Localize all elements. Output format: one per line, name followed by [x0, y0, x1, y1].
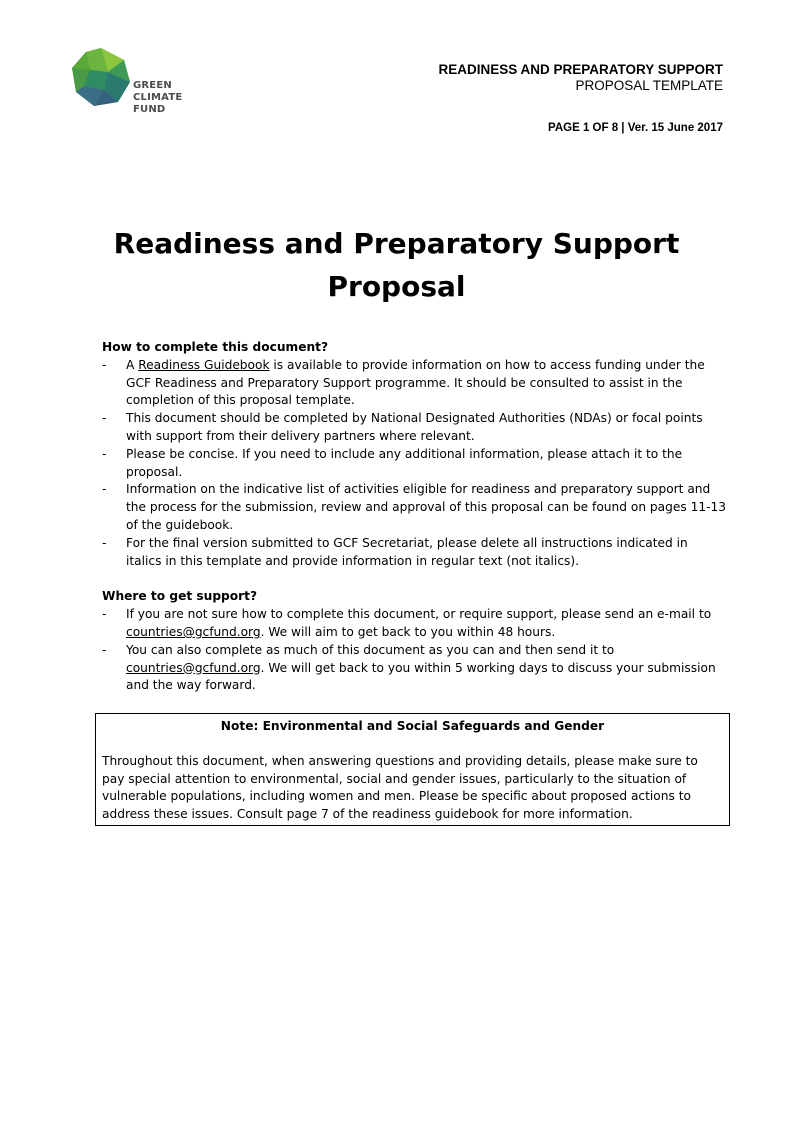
list-item	[102, 357, 726, 410]
item-text: This document should be completed by National Designated Authorities (NDAs) or focal points with support from their delivery partners where relevant.	[126, 411, 703, 443]
list-item	[102, 606, 726, 642]
item-text: . We will get back to you within 5 working days to discuss your submission and the way forward.	[126, 660, 716, 693]
list-item	[102, 446, 726, 482]
logo-wordmark: GREEN CLIMATE FUND	[133, 80, 183, 115]
item-text: A	[126, 357, 139, 372]
list-item	[102, 642, 726, 695]
instructions	[102, 339, 726, 695]
item-text: Please be concise. If you need to include any additional information, please attach it to the proposal.	[126, 446, 683, 479]
page-info: PAGE 1 OF 8 | Ver. 15 June 2017	[548, 122, 723, 134]
gcf-logo	[70, 46, 190, 122]
bullet-dash: -	[102, 357, 107, 372]
how-to-heading: How to complete this document?	[102, 340, 329, 354]
list-item	[102, 481, 726, 534]
bullet-dash: -	[102, 411, 107, 426]
support-heading: Where to get support?	[102, 589, 258, 604]
note-body: Throughout this document, when answering questions and providing details, please make sure to pay special attention to environmental, social and gender issues, particularly to the situation of vulnerable populations, including women and men. Please be specific about proposed actions to address these issues. Consult page 7 of the readiness guidebook for more information.	[102, 753, 698, 822]
bullet-dash: -	[102, 482, 107, 497]
note-box	[95, 713, 730, 826]
globe-logo-icon	[70, 46, 132, 108]
list-item	[102, 410, 726, 446]
bullet-dash: -	[102, 446, 107, 461]
item-text: is available to provide information on how to access funding under the GCF Readiness and Preparatory Support programme. It should be consulted to assist in the completion of this proposal template.	[126, 357, 705, 408]
document-title	[0, 222, 793, 308]
note-title: Note: Environmental and Social Safeguards and Gender	[220, 719, 605, 733]
item-text: If you are not sure how to complete this document, or require support, please send an e-mail to	[126, 607, 712, 622]
bullet-dash: -	[102, 607, 107, 622]
email-link[interactable]: countries@gcfund.org	[126, 660, 261, 675]
title-line-2: Proposal	[327, 270, 466, 303]
header-subtitle: PROPOSAL TEMPLATE	[575, 78, 723, 93]
bullet-dash: -	[102, 642, 107, 657]
header-title: READINESS AND PREPARATORY SUPPORT	[438, 62, 723, 77]
email-link[interactable]: countries@gcfund.org	[126, 624, 261, 639]
bullet-dash: -	[102, 535, 107, 550]
title-line-1: Readiness and Preparatory Support	[113, 227, 680, 260]
item-text: You can also complete as much of this document as you can and then send it to	[126, 642, 615, 657]
support-list	[102, 606, 726, 695]
how-to-list	[102, 357, 726, 571]
item-text: . We will aim to get back to you within 48 hours.	[260, 624, 556, 639]
header-block	[438, 62, 723, 94]
item-text: Information on the indicative list of activities eligible for readiness and preparatory support and the process for the submission, review and approval of this proposal can be found on pages 11-13 of the guidebook.	[126, 482, 726, 532]
list-item	[102, 535, 726, 571]
item-text: For the final version submitted to GCF Secretariat, please delete all instructions indicated in italics in this template and provide information in regular text (not italics).	[126, 535, 688, 568]
guidebook-link[interactable]: Readiness Guidebook	[138, 357, 270, 372]
